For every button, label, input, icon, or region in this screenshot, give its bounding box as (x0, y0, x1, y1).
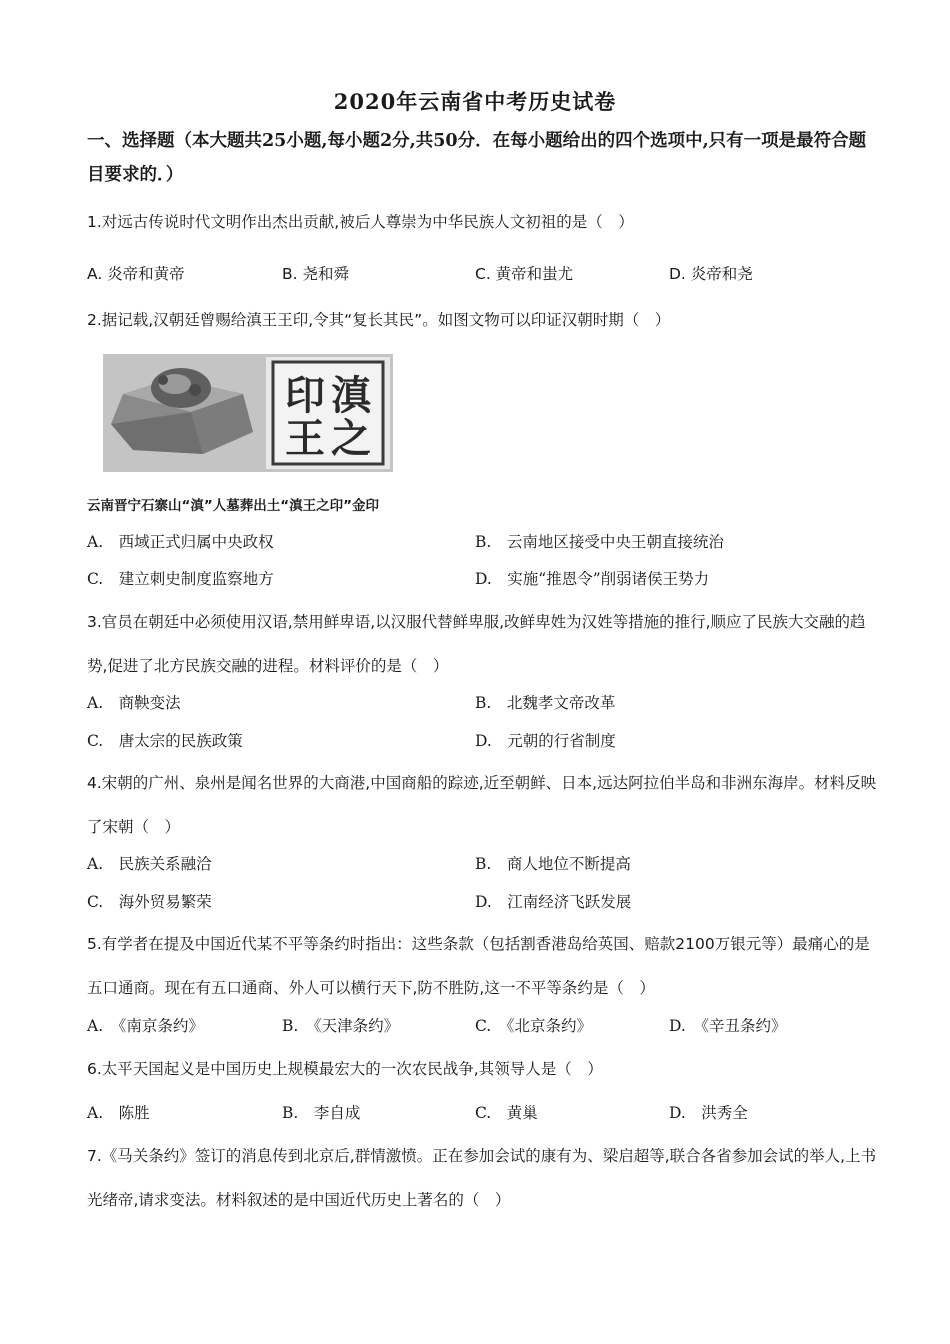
question-3: 3.官员在朝廷中必须使用汉语,禁用鲜卑语,以汉服代替鲜卑服,改鲜卑姓为汉姓等措施的推行,顺应了民族大交融的趋势,促进了北方民族交融的进程。材料评价的是（ ） (87, 613, 866, 675)
question-4-options-row-2 (87, 890, 877, 914)
option-a: A. 商鞅变法 (87, 694, 181, 712)
question-1: 1.对远古传说时代文明作出杰出贡献,被后人尊崇为中华民族人文初祖的是（ ） (87, 213, 634, 231)
option-c: C. 唐太宗的民族政策 (87, 732, 243, 750)
option-a: A. 西域正式归属中央政权 (87, 533, 274, 551)
option-b: B. 尧和舜 (282, 265, 349, 283)
question-2-options-row-2 (87, 567, 877, 591)
image-caption: 云南晋宁石寨山“滇”人墓葬出土“滇王之印”金印 (87, 498, 379, 514)
option-d: D. 《辛丑条约》 (669, 1017, 787, 1035)
seal-char-zhi: 之 (331, 415, 371, 462)
question-1-options (87, 262, 877, 286)
option-d: D. 实施“推恩令”削弱诸侯王势力 (475, 570, 710, 588)
option-b: B. 北魏孝文帝改革 (475, 694, 616, 712)
option-a: A. 《南京条约》 (87, 1017, 204, 1035)
option-c: C. 黄巢 (475, 1104, 538, 1122)
option-c: C. 建立刺史制度监察地方 (87, 570, 274, 588)
option-b: B. 商人地位不断提高 (475, 855, 631, 873)
option-b: B. 《天津条约》 (282, 1017, 400, 1035)
option-c: C. 《北京条约》 (475, 1017, 592, 1035)
question-4-options-row-1 (87, 852, 877, 876)
option-a: A. 民族关系融洽 (87, 855, 212, 873)
option-d: D. 元朝的行省制度 (475, 732, 616, 750)
question-3-options-row-1 (87, 691, 877, 715)
option-b: B. 云南地区接受中央王朝直接统治 (475, 533, 724, 551)
question-2: 2.据记载,汉朝廷曾赐给滇王王印,令其“复长其民”。如图文物可以印证汉朝时期（ ） (87, 311, 671, 329)
option-a: A. 炎帝和黄帝 (87, 265, 185, 283)
question-3-options-row-2 (87, 729, 877, 753)
option-c: C. 黄帝和蚩尤 (475, 265, 574, 283)
page-title: 2020年云南省中考历史试卷 (333, 89, 617, 114)
question-6-options (87, 1101, 877, 1125)
seal-char-yin: 印 (285, 372, 325, 419)
seal-char-dian: 滇 (331, 372, 371, 419)
seal-image (103, 354, 393, 472)
option-c: C. 海外贸易繁荣 (87, 893, 212, 911)
question-2-options-row-1 (87, 530, 877, 554)
option-a: A. 陈胜 (87, 1104, 150, 1122)
question-5-options (87, 1014, 877, 1038)
option-d: D. 江南经济飞跃发展 (475, 893, 632, 911)
seal-char-wang: 王 (285, 415, 325, 462)
question-5: 5.有学者在提及中国近代某不平等条约时指出：这些条款（包括割香港岛给英国、赔款2100万银元等）最痛心的是五口通商。现在有五口通商、外人可以横行天下,防不胜防,这一不平等条约是（ ） (87, 935, 870, 997)
section-header: 一、选择题（本大题共25小题,每小题2分,共50分．在每小题给出的四个选项中,只有一项是最符合题目要求的．） (87, 131, 867, 185)
option-d: D. 洪秀全 (669, 1104, 748, 1122)
question-4: 4.宋朝的广州、泉州是闻名世界的大商港,中国商船的踪迹,近至朝鲜、日本,远达阿拉伯半岛和非洲东海岸。材料反映了宋朝（ ） (87, 774, 877, 836)
gold-seal-illustration (103, 354, 393, 472)
question-7: 7.《马关条约》签订的消息传到北京后,群情激愤。正在参加会试的康有为、梁启超等,联合各省参加会试的举人,上书光绪帝,请求变法。材料叙述的是中国近代历史上著名的（ ） (87, 1147, 877, 1209)
option-d: D. 炎帝和尧 (669, 265, 753, 283)
option-b: B. 李自成 (282, 1104, 361, 1122)
question-6: 6.太平天国起义是中国历史上规模最宏大的一次农民战争,其领导人是（ ） (87, 1060, 603, 1078)
